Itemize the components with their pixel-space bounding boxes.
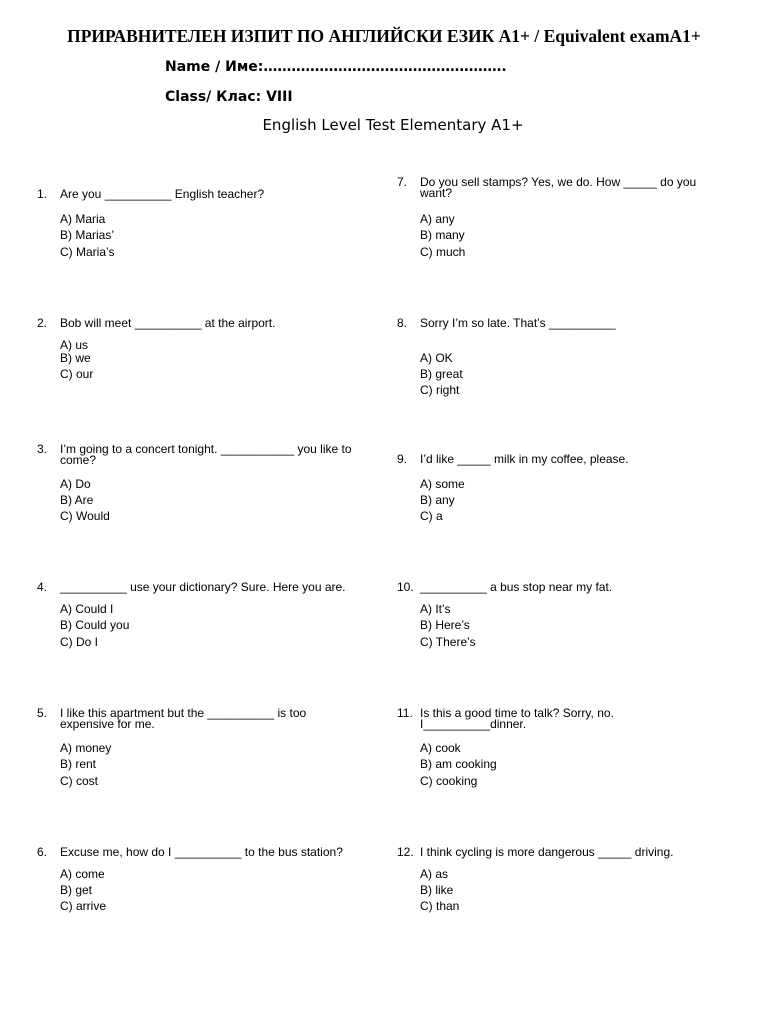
answer-option: A) It’s — [420, 602, 451, 616]
question-number: 8. — [397, 316, 408, 330]
question-text: Is this a good time to talk? Sorry, no. I__________dinner. — [420, 706, 614, 731]
question-text: Are you __________ English teacher? — [60, 187, 265, 201]
answer-option: A) Maria — [60, 212, 106, 226]
answer-option: C) much — [420, 245, 466, 259]
answer-option: C) Would — [60, 509, 110, 523]
answer-option: B) get — [60, 883, 93, 897]
question-text: Bob will meet __________ at the airport. — [60, 316, 276, 330]
question-text: I think cycling is more dangerous _____ driving. — [420, 845, 674, 859]
answer-option: B) any — [420, 493, 455, 507]
question-number: 7. — [397, 175, 408, 189]
question-number: 5. — [37, 706, 48, 720]
answer-option: A) Do — [60, 477, 91, 491]
answer-option: A) Could I — [60, 602, 114, 616]
answer-option: C) than — [420, 899, 460, 913]
question-text: I like this apartment but the __________ is too expensive for me. — [60, 706, 307, 731]
question-number: 9. — [397, 452, 408, 466]
answer-option: B) great — [420, 367, 463, 381]
question-text: __________ a bus stop near my fat. — [420, 580, 613, 594]
question-text: Excuse me, how do I __________ to the bus station? — [60, 845, 343, 859]
answer-option: A) come — [60, 867, 105, 881]
answer-option: A) us — [60, 338, 89, 352]
answer-option: A) cook — [420, 741, 461, 755]
answer-option: A) any — [420, 212, 455, 226]
answer-option: B) Are — [60, 493, 94, 507]
answer-option: A) as — [420, 867, 449, 881]
answer-option: C) cooking — [420, 774, 478, 788]
question-number: 2. — [37, 316, 48, 330]
answer-option: B) am cooking — [420, 757, 497, 771]
question-number: 1. — [37, 187, 48, 201]
answer-option: A) OK — [420, 351, 453, 365]
answer-option: B) rent — [60, 757, 97, 771]
page-title: ПРИРАВНИТЕЛЕН ИЗПИТ ПО АНГЛИЙСКИ ЕЗИК A1+ / Equivalent examA1+ — [67, 26, 701, 46]
answer-option: A) some — [420, 477, 465, 491]
answer-option: B) Marias’ — [60, 228, 115, 242]
answer-option: B) we — [60, 351, 91, 365]
question-number: 10. — [397, 580, 414, 594]
question-text: I’d like _____ milk in my coffee, please. — [420, 452, 629, 466]
class-line: Class/ Клас: VIII — [165, 89, 293, 105]
answer-option: A) money — [60, 741, 112, 755]
answer-option: C) right — [420, 383, 460, 397]
answer-option: B) Could you — [60, 618, 130, 632]
question-text: Do you sell stamps? Yes, we do. How _____ do you want? — [420, 175, 697, 200]
answer-option: C) a — [420, 509, 443, 523]
question-text: Sorry I’m so late. That’s __________ — [420, 316, 616, 330]
question-text: I’m going to a concert tonight. ___________ you like to come? — [60, 442, 352, 467]
answer-option: B) many — [420, 228, 465, 242]
answer-option: B) Here’s — [420, 618, 470, 632]
answer-option: C) arrive — [60, 899, 107, 913]
answer-option: C) Do I — [60, 635, 99, 649]
question-number: 12. — [397, 845, 414, 859]
question-text: __________ use your dictionary? Sure. Here you are. — [60, 580, 346, 594]
test-subtitle: English Level Test Elementary A1+ — [262, 116, 524, 134]
answer-option: C) Maria’s — [60, 245, 115, 259]
question-number: 6. — [37, 845, 48, 859]
question-number: 11. — [397, 706, 413, 720]
answer-option: B) like — [420, 883, 454, 897]
question-number: 3. — [37, 442, 48, 456]
question-number: 4. — [37, 580, 48, 594]
answer-option: C) cost — [60, 774, 99, 788]
answer-option: C) There’s — [420, 635, 476, 649]
name-field-line: Name / Име:……………………………………………. — [165, 59, 507, 75]
answer-option: C) our — [60, 367, 94, 381]
